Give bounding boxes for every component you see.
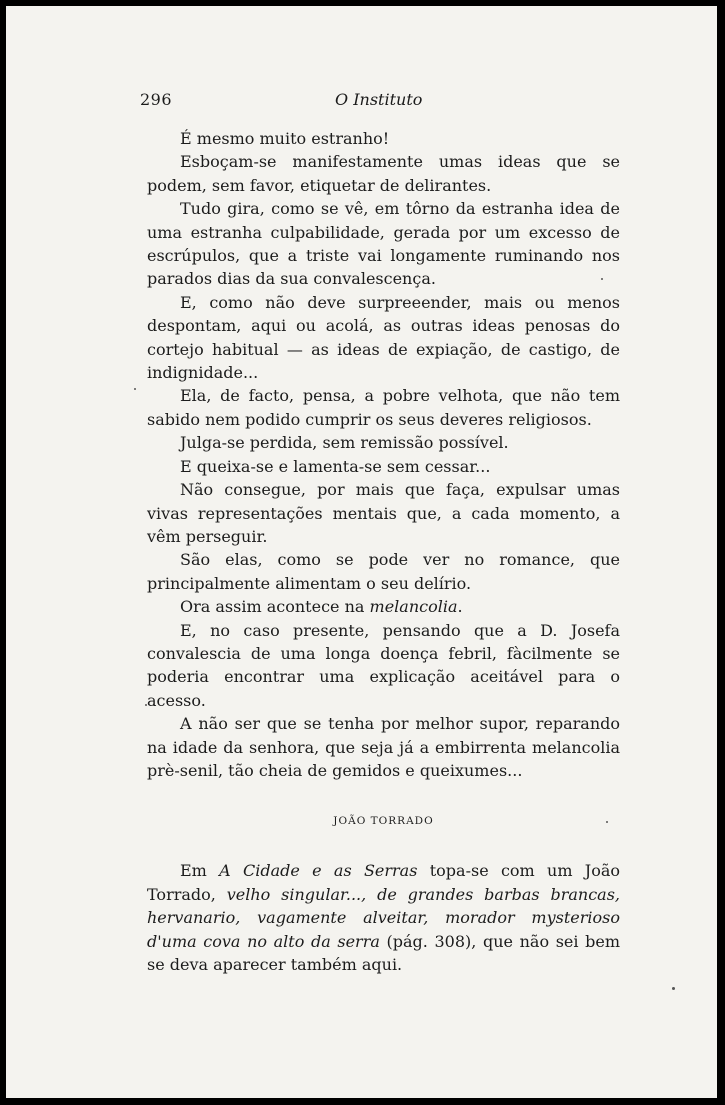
body-text: [147, 127, 620, 976]
paragraph: E queixa-se e lamenta-se sem cessar...: [180, 456, 491, 476]
text-run: .: [457, 597, 463, 617]
paragraph: Esboçam-se manifestamente umas ideas que se podem, sem favor, etiquetar de delirantes.: [147, 152, 620, 195]
italic-quotation: velho singular..., de grandes barbas brancas, hervanario, vagamente alveitar, morador mysterioso d'uma cova no alto da serra: [147, 884, 620, 951]
paper-speck: [601, 278, 603, 280]
paragraph: É mesmo muito estranho!: [180, 129, 390, 148]
text-run: Ora assim acontece na: [180, 597, 370, 617]
paragraph: Julga-se perdida, sem remissão possível.: [180, 433, 509, 453]
text-run: Em: [180, 861, 220, 881]
paragraph: E, no caso presente, pensando que a D. Josefa convalescia de uma longa doença febril, fàcilmente se poderia encontrar uma explicação aceitável para o acesso.: [147, 620, 620, 710]
paragraph: Ela, de facto, pensa, a pobre velhota, que não tem sabido nem podido cumprir os seus deveres religiosos.: [147, 386, 620, 429]
text-run: topa-se com um João Torrado,: [147, 861, 621, 904]
paper-speck: [672, 987, 675, 990]
italic-book-title: A Cidade e as Serras: [219, 861, 418, 881]
paper-speck: [606, 821, 608, 823]
italic-term: melancolia: [369, 597, 458, 617]
paragraph: Não consegue, por mais que faça, expulsar umas vivas representações mentais que, a cada momento, a vêm perseguir.: [147, 480, 620, 546]
page-number: 296: [140, 90, 173, 109]
book-page: [6, 6, 717, 1098]
paragraph: [147, 859, 620, 976]
paragraph: E, como não deve surpreeender, mais ou menos despontam, aqui ou acolá, as outras ideas penosas do cortejo habitual — as ideas de expiação, de castigo, de indignidade...: [147, 292, 620, 383]
page: [6, 6, 717, 1098]
paper-speck: [134, 388, 136, 390]
paragraph: [147, 595, 620, 618]
running-title: O Instituto: [335, 90, 423, 109]
paper-speck: [145, 704, 147, 706]
page-header: [140, 90, 600, 114]
paragraph: Tudo gira, como se vê, em tôrno da estranha idea de uma estranha culpabilidade, gerada por um excesso de escrúpulos, que a triste vai longamente ruminando nos parados dias da sua convalescença.: [147, 199, 620, 289]
section-title: JOÃO TORRADO: [333, 815, 434, 828]
paragraph: A não ser que se tenha por melhor supor, reparando na idade da senhora, que seja já a embirrenta melancolia prè-senil, tão cheia de gemidos e queixumes...: [147, 714, 620, 780]
paragraph: São elas, como se pode ver no romance, que principalmente alimentam o seu delírio.: [147, 550, 620, 593]
text-run: (pág. 308), que não sei bem se deva aparecer também aqui.: [147, 931, 621, 974]
